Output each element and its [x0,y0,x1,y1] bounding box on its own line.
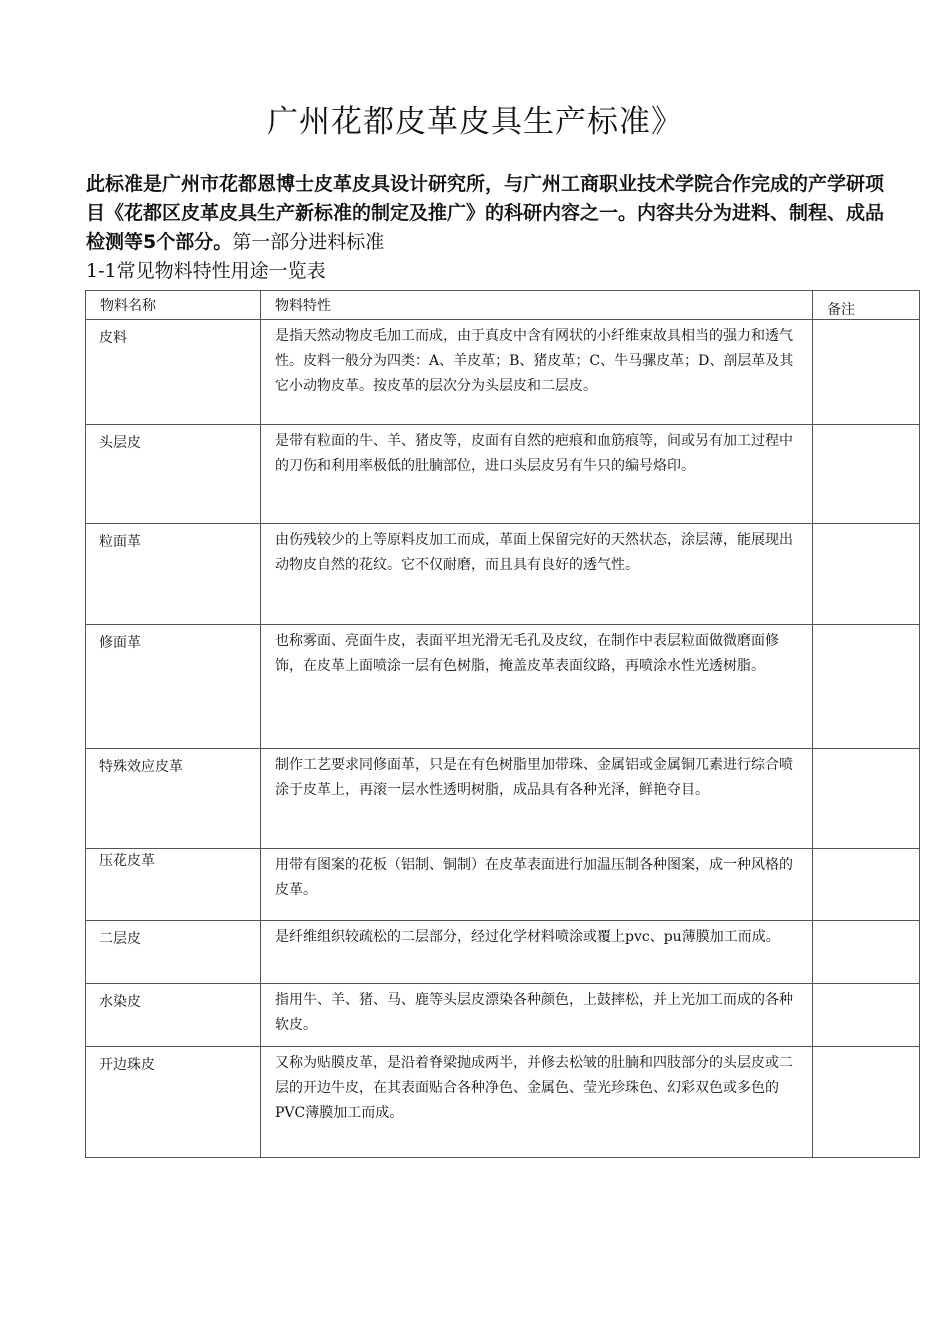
table-row [86,921,920,984]
material-desc-cell: 是指天然动物皮毛加工而成，由于真皮中含有网状的小纤维束故具相当的强力和透气性。皮料一般分为四类：A、羊皮革；B、猪皮革；C、牛马骡皮革；D、剖层革及其它小动物皮革。按皮革的层次分为头层皮和二层皮。 [261,320,813,425]
material-name-cell: 头层皮 [86,425,261,524]
table-row [86,625,920,749]
remarks-cell [813,921,920,984]
material-name-cell: 开边珠皮 [86,1047,261,1158]
table-row [86,984,920,1047]
table-title: 1-1常见物料特性用途一览表 [86,260,326,282]
table-row [86,320,920,425]
material-desc-cell: 制作工艺要求同修面革，只是在有色树脂里加带珠、金属铝或金属铜兀素进行综合喷涂于皮革上，再滚一层水性透明树脂，成品具有各种光泽，鲜艳夺目。 [261,749,813,849]
table-row [86,524,920,625]
material-name-cell: 特殊效应皮革 [86,749,261,849]
material-desc-cell: 用带有图案的花板（铝制、铜制）在皮革表面进行加温压制各种图案，成一种风格的皮革。 [261,849,813,921]
header-material-property: 物料特性 [261,291,813,320]
table-row [86,849,920,921]
material-name-cell: 水染皮 [86,984,261,1047]
material-desc-cell: 又称为贴膜皮革，是沿着脊梁抛成两半，并修去松皱的肚腩和四肢部分的头层皮或二层的开边牛皮，在其表面贴合各种净色、金属色、莹光珍珠色、幻彩双色或多色的PVC薄膜加工而成。 [261,1047,813,1158]
remarks-cell [813,625,920,749]
section-heading: 第一部分进料标准 [232,231,385,253]
material-name-cell: 二层皮 [86,921,261,984]
remarks-cell [813,1047,920,1158]
table-row [86,749,920,849]
remarks-cell [813,984,920,1047]
remarks-cell [813,524,920,625]
material-name-cell: 粒面革 [86,524,261,625]
material-desc-cell: 由伤残较少的上等原料皮加工而成，革面上保留完好的天然状态，涂层薄，能展现出动物皮自然的花纹。它不仅耐磨，而且具有良好的透气性。 [261,524,813,625]
table-row [86,425,920,524]
intro-text: 此标准是广州市花都恩博士皮革皮具设计研究所，与广州工商职业技术学院合作完成的产学研项目《花都区皮革皮具生产新标准的制定及推广》的科研内容之一。内容共分为进料、制程、成品检测等5个部分。 [86,173,885,253]
material-table [85,290,920,1158]
material-desc-cell: 也称雾面、亮面牛皮，表面平坦光滑无毛孔及皮纹，在制作中表层粒面做微磨面修饰，在皮革上面喷涂一层有色树脂，掩盖皮革表面纹路，再喷涂水性光透树脂。 [261,625,813,749]
material-name-cell: 压花皮革 [86,849,261,921]
material-desc-cell: 是纤维组织较疏松的二层部分，经过化学材料喷涂或覆上pvc、pu薄膜加工而成。 [261,921,813,984]
remarks-cell [813,749,920,849]
table-header-row [86,291,920,320]
header-remarks: 备注 [813,291,920,320]
material-name-cell: 皮料 [86,320,261,425]
material-desc-cell: 是带有粒面的牛、羊、猪皮等，皮面有自然的疤痕和血筋痕等，间或另有加工过程中的刀伤和利用率极低的肚腩部位，进口头层皮另有牛只的编号烙印。 [261,425,813,524]
remarks-cell [813,849,920,921]
remarks-cell [813,320,920,425]
document-title: 广州花都皮革皮具生产标准》 [267,104,683,140]
remarks-cell [813,425,920,524]
material-desc-cell: 指用牛、羊、猪、马、鹿等头层皮漂染各种颜色，上鼓摔松，并上光加工而成的各种软皮。 [261,984,813,1047]
material-name-cell: 修面革 [86,625,261,749]
intro-paragraph [86,170,896,257]
table-row [86,1047,920,1158]
header-material-name: 物料名称 [86,291,261,320]
